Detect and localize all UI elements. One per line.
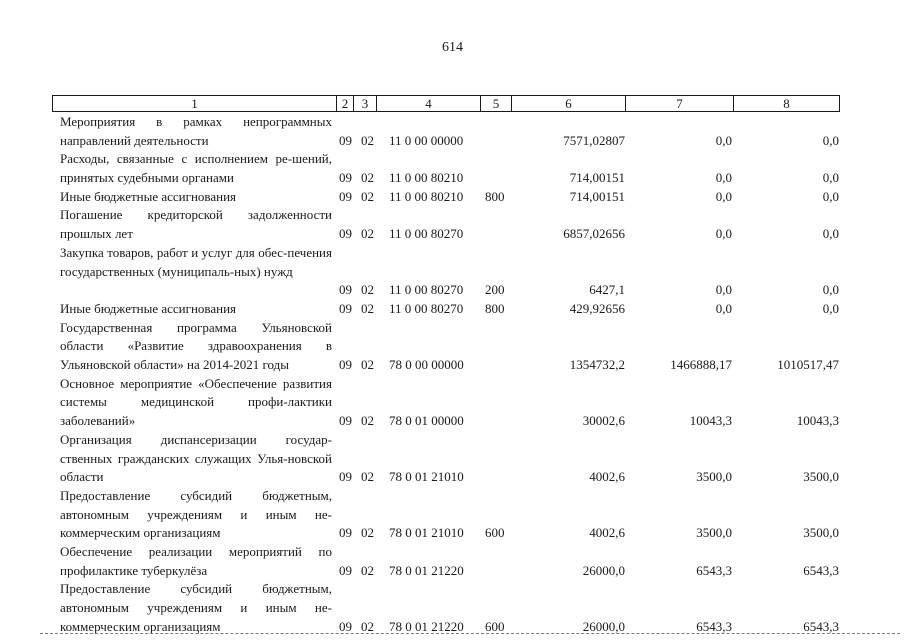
row-cell-c2: 09 — [339, 188, 352, 204]
row-name: Основное мероприятие «Обеспечение развития системы медицинской профи-лактики заболеваний» — [60, 375, 332, 429]
row-cell-c7: 0,0 — [715, 170, 732, 186]
row-cell-c8: 0,0 — [822, 300, 839, 316]
row-cell-c4: 78 0 01 21220 — [389, 562, 464, 578]
row-cell-c2: 09 — [339, 170, 352, 186]
row-name: Закупка товаров, работ и услуг для обес-печения государственных (муниципаль-ных) нужд — [60, 244, 332, 279]
row-cell-c8: 3500,0 — [803, 525, 839, 541]
page-number: 614 — [442, 40, 463, 55]
row-cell-c4: 78 0 01 21220 — [389, 618, 464, 634]
row-cell-c3: 02 — [361, 282, 374, 298]
row-cell-c4: 11 0 00 80210 — [389, 170, 464, 186]
row-name: Обеспечение реализации мероприятий по профилактике туберкулёза — [60, 544, 332, 578]
table-row — [0, 206, 905, 243]
row-cell-c7: 0,0 — [715, 188, 732, 204]
row-cell-c8: 0,0 — [822, 132, 839, 148]
row-cell-c4: 78 0 01 21010 — [389, 525, 464, 541]
row-cell-c6: 714,00151 — [569, 188, 625, 204]
row-cell-c2: 09 — [339, 226, 352, 242]
table-row — [0, 300, 905, 319]
row-cell-c6: 714,00151 — [569, 170, 625, 186]
header-col-6: 6 — [565, 96, 572, 111]
table-row — [0, 543, 905, 580]
row-cell-c3: 02 — [361, 188, 374, 204]
row-cell-c6: 4002,6 — [589, 525, 625, 541]
row-cell-c3: 02 — [361, 132, 374, 148]
row-cell-c7: 3500,0 — [696, 525, 732, 541]
row-cell-c8: 0,0 — [822, 188, 839, 204]
header-col-8: 8 — [783, 96, 790, 111]
row-cell-c6: 4002,6 — [589, 469, 625, 485]
table-row — [0, 188, 905, 207]
row-cell-c3: 02 — [361, 525, 374, 541]
table-header — [52, 95, 840, 112]
row-name: Иные бюджетные ассигнования — [60, 300, 237, 316]
row-cell-c2: 09 — [339, 618, 352, 634]
row-cell-c4: 11 0 00 80270 — [389, 282, 464, 298]
row-cell-c6: 7571,02807 — [563, 132, 625, 148]
table-row — [0, 150, 905, 187]
row-cell-c6: 26000,0 — [582, 618, 625, 634]
row-cell-c2: 09 — [339, 282, 352, 298]
row-cell-c8: 0,0 — [822, 226, 839, 242]
row-cell-c2: 09 — [339, 357, 352, 373]
row-cell-c6: 429,92656 — [569, 300, 625, 316]
row-cell-c7: 3500,0 — [696, 469, 732, 485]
row-cell-c2: 09 — [339, 300, 352, 316]
header-col-5: 5 — [492, 96, 500, 111]
row-name: Мероприятия в рамках непрограммных направлений деятельности — [60, 114, 332, 148]
row-cell-c4: 11 0 00 80270 — [389, 226, 464, 242]
row-cell-c7: 0,0 — [715, 226, 732, 242]
table-row — [0, 580, 905, 636]
row-name: Предоставление субсидий бюджетным, автономным учреждениям и иным не-коммерческим организациям — [60, 581, 332, 634]
row-cell-c8: 0,0 — [822, 282, 839, 298]
page-bottom-edge — [40, 633, 900, 634]
row-cell-c7: 0,0 — [715, 132, 732, 148]
row-cell-c7: 0,0 — [715, 282, 732, 298]
header-col-7: 7 — [676, 96, 683, 111]
row-cell-c7: 10043,3 — [689, 413, 732, 429]
table-row — [0, 431, 905, 487]
row-cell-c8: 3500,0 — [803, 469, 839, 485]
row-cell-c3: 02 — [361, 357, 374, 373]
row-cell-c3: 02 — [361, 300, 374, 316]
row-name: Государственная программа Ульяновской области «Развитие здравоохранения в Ульяновской области» на 2014-2021 годы — [60, 319, 332, 373]
row-cell-c7: 0,0 — [715, 300, 732, 316]
row-cell-c4: 78 0 01 00000 — [389, 413, 464, 429]
row-cell-c5: 600 — [485, 525, 505, 541]
row-cell-c5: 800 — [485, 300, 505, 316]
row-cell-c5: 800 — [485, 188, 505, 204]
row-cell-c5: 200 — [485, 282, 505, 298]
header-col-2: 2 — [341, 96, 349, 111]
row-cell-c7: 6543,3 — [696, 562, 732, 578]
row-name: Иные бюджетные ассигнования — [60, 188, 237, 204]
row-cell-c2: 09 — [339, 413, 352, 429]
row-name: Организация диспансеризации государ-ственных гражданских служащих Улья-новской области — [60, 431, 332, 485]
row-cell-c7: 1466888,17 — [670, 357, 732, 373]
row-cell-c2: 09 — [339, 469, 352, 485]
row-cell-c4: 78 0 01 21010 — [389, 469, 464, 485]
row-cell-c8: 1010517,47 — [777, 357, 839, 373]
row-cell-c3: 02 — [361, 562, 374, 578]
row-cell-c4: 11 0 00 80270 — [389, 300, 464, 316]
row-cell-c8: 6543,3 — [803, 618, 839, 634]
table-row — [0, 487, 905, 543]
row-cell-c7: 6543,3 — [696, 618, 732, 634]
row-cell-c3: 02 — [361, 469, 374, 485]
row-cell-c2: 09 — [339, 525, 352, 541]
header-col-1: 1 — [191, 96, 198, 111]
table-row — [0, 375, 905, 431]
row-cell-c8: 6543,3 — [803, 562, 839, 578]
row-cell-c4: 11 0 00 80210 — [389, 188, 464, 204]
row-cell-c8: 10043,3 — [796, 413, 839, 429]
table-body — [0, 113, 905, 637]
row-cell-c6: 30002,6 — [582, 413, 625, 429]
row-cell-c4: 11 0 00 00000 — [389, 132, 464, 148]
table-row — [0, 113, 905, 150]
row-cell-c6: 6857,02656 — [563, 226, 625, 242]
row-cell-c3: 02 — [361, 618, 374, 634]
row-cell-c6: 1354732,2 — [569, 357, 625, 373]
table-row — [0, 244, 905, 300]
row-cell-c6: 26000,0 — [582, 562, 625, 578]
row-name: Погашение кредиторской задолженности прошлых лет — [60, 207, 332, 242]
row-name: Расходы, связанные с исполнением ре-шений, принятых судебными органами — [60, 151, 332, 186]
row-cell-c6: 6427,1 — [589, 282, 625, 298]
header-col-3: 3 — [361, 96, 369, 111]
row-cell-c5: 600 — [485, 618, 505, 634]
row-cell-c3: 02 — [361, 170, 374, 186]
row-name: Предоставление субсидий бюджетным, автономным учреждениям и иным не-коммерческим организациям — [60, 487, 332, 541]
row-cell-c3: 02 — [361, 413, 374, 429]
row-cell-c2: 09 — [339, 132, 352, 148]
table-row — [0, 319, 905, 375]
row-cell-c8: 0,0 — [822, 170, 839, 186]
row-cell-c3: 02 — [361, 226, 374, 242]
row-cell-c2: 09 — [339, 562, 352, 578]
header-col-4: 4 — [425, 96, 432, 111]
row-cell-c4: 78 0 00 00000 — [389, 357, 464, 373]
